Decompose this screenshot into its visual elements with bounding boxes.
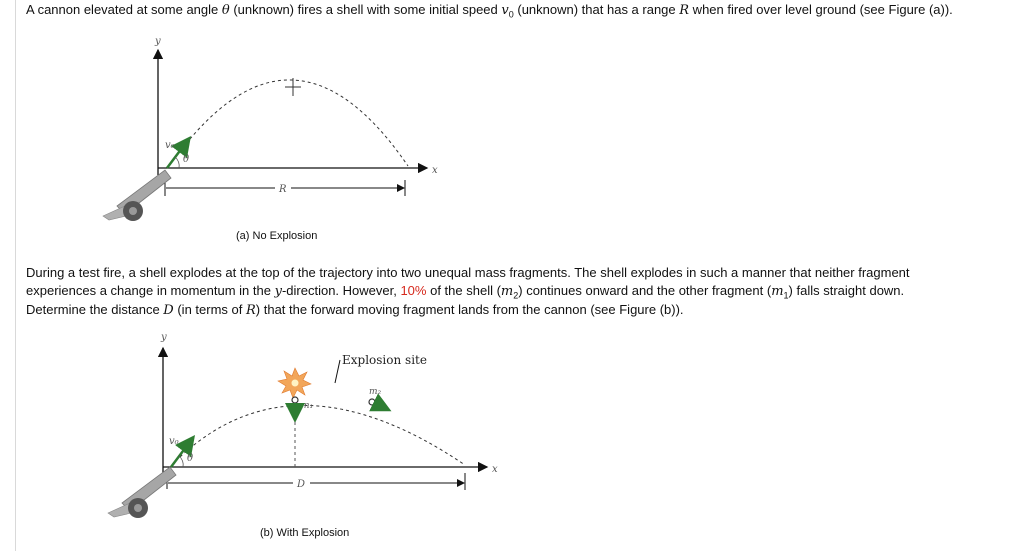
v0-label: v₀: [165, 140, 175, 151]
problem-body-line-3: Determine the distance D (in terms of R) that the forward moving fragment lands from the cannon (see Figure (b)).: [26, 302, 684, 318]
theta-label: θ: [183, 154, 190, 165]
y-axis-label: y: [155, 36, 161, 47]
problem-intro: A cannon elevated at some angle θ (unknown) fires a shell with some initial speed $v_0$ (unknown) that has a range R when fired over level ground (see Figure (a)).: [26, 2, 953, 20]
m2-label: m₂: [369, 387, 382, 397]
m2-velocity-vector: [375, 403, 387, 409]
explosion-icon: [278, 368, 311, 398]
y-axis-label: y: [161, 332, 167, 343]
figure-b-caption: (b) With Explosion: [260, 527, 350, 539]
x-axis-label: x: [432, 165, 438, 176]
problem-body-line-2: experiences a change in momentum in the y-direction. However, 10% of the shell $(m_2)$ continues onward and the other fragment $(m_1)$ falls straight down.: [26, 283, 905, 301]
trajectory: [180, 405, 465, 465]
figure-a: [95, 30, 455, 230]
figure-b: [95, 330, 515, 525]
v0-label: v₀: [169, 436, 179, 447]
distance-label: D: [297, 479, 306, 490]
cannon-icon: [103, 170, 171, 221]
cannon-icon: [108, 467, 176, 518]
theta-label: θ: [187, 453, 194, 464]
x-axis-label: x: [492, 464, 498, 475]
explosion-site-label: Explosion site: [342, 353, 427, 367]
problem-body-line-1: During a test fire, a shell explodes at the top of the trajectory into two unequal mass fragments. The shell explodes in such a manner that neither fragment: [26, 265, 910, 280]
fragment-m2: [369, 399, 375, 405]
trajectory: [175, 80, 408, 166]
highlight-percent: 10%: [400, 283, 427, 298]
m1-label: m₁: [301, 401, 314, 411]
left-border: [15, 0, 16, 551]
range-label: R: [279, 184, 287, 195]
fragment-m1: [292, 397, 298, 403]
figure-a-caption: (a) No Explosion: [236, 230, 318, 242]
